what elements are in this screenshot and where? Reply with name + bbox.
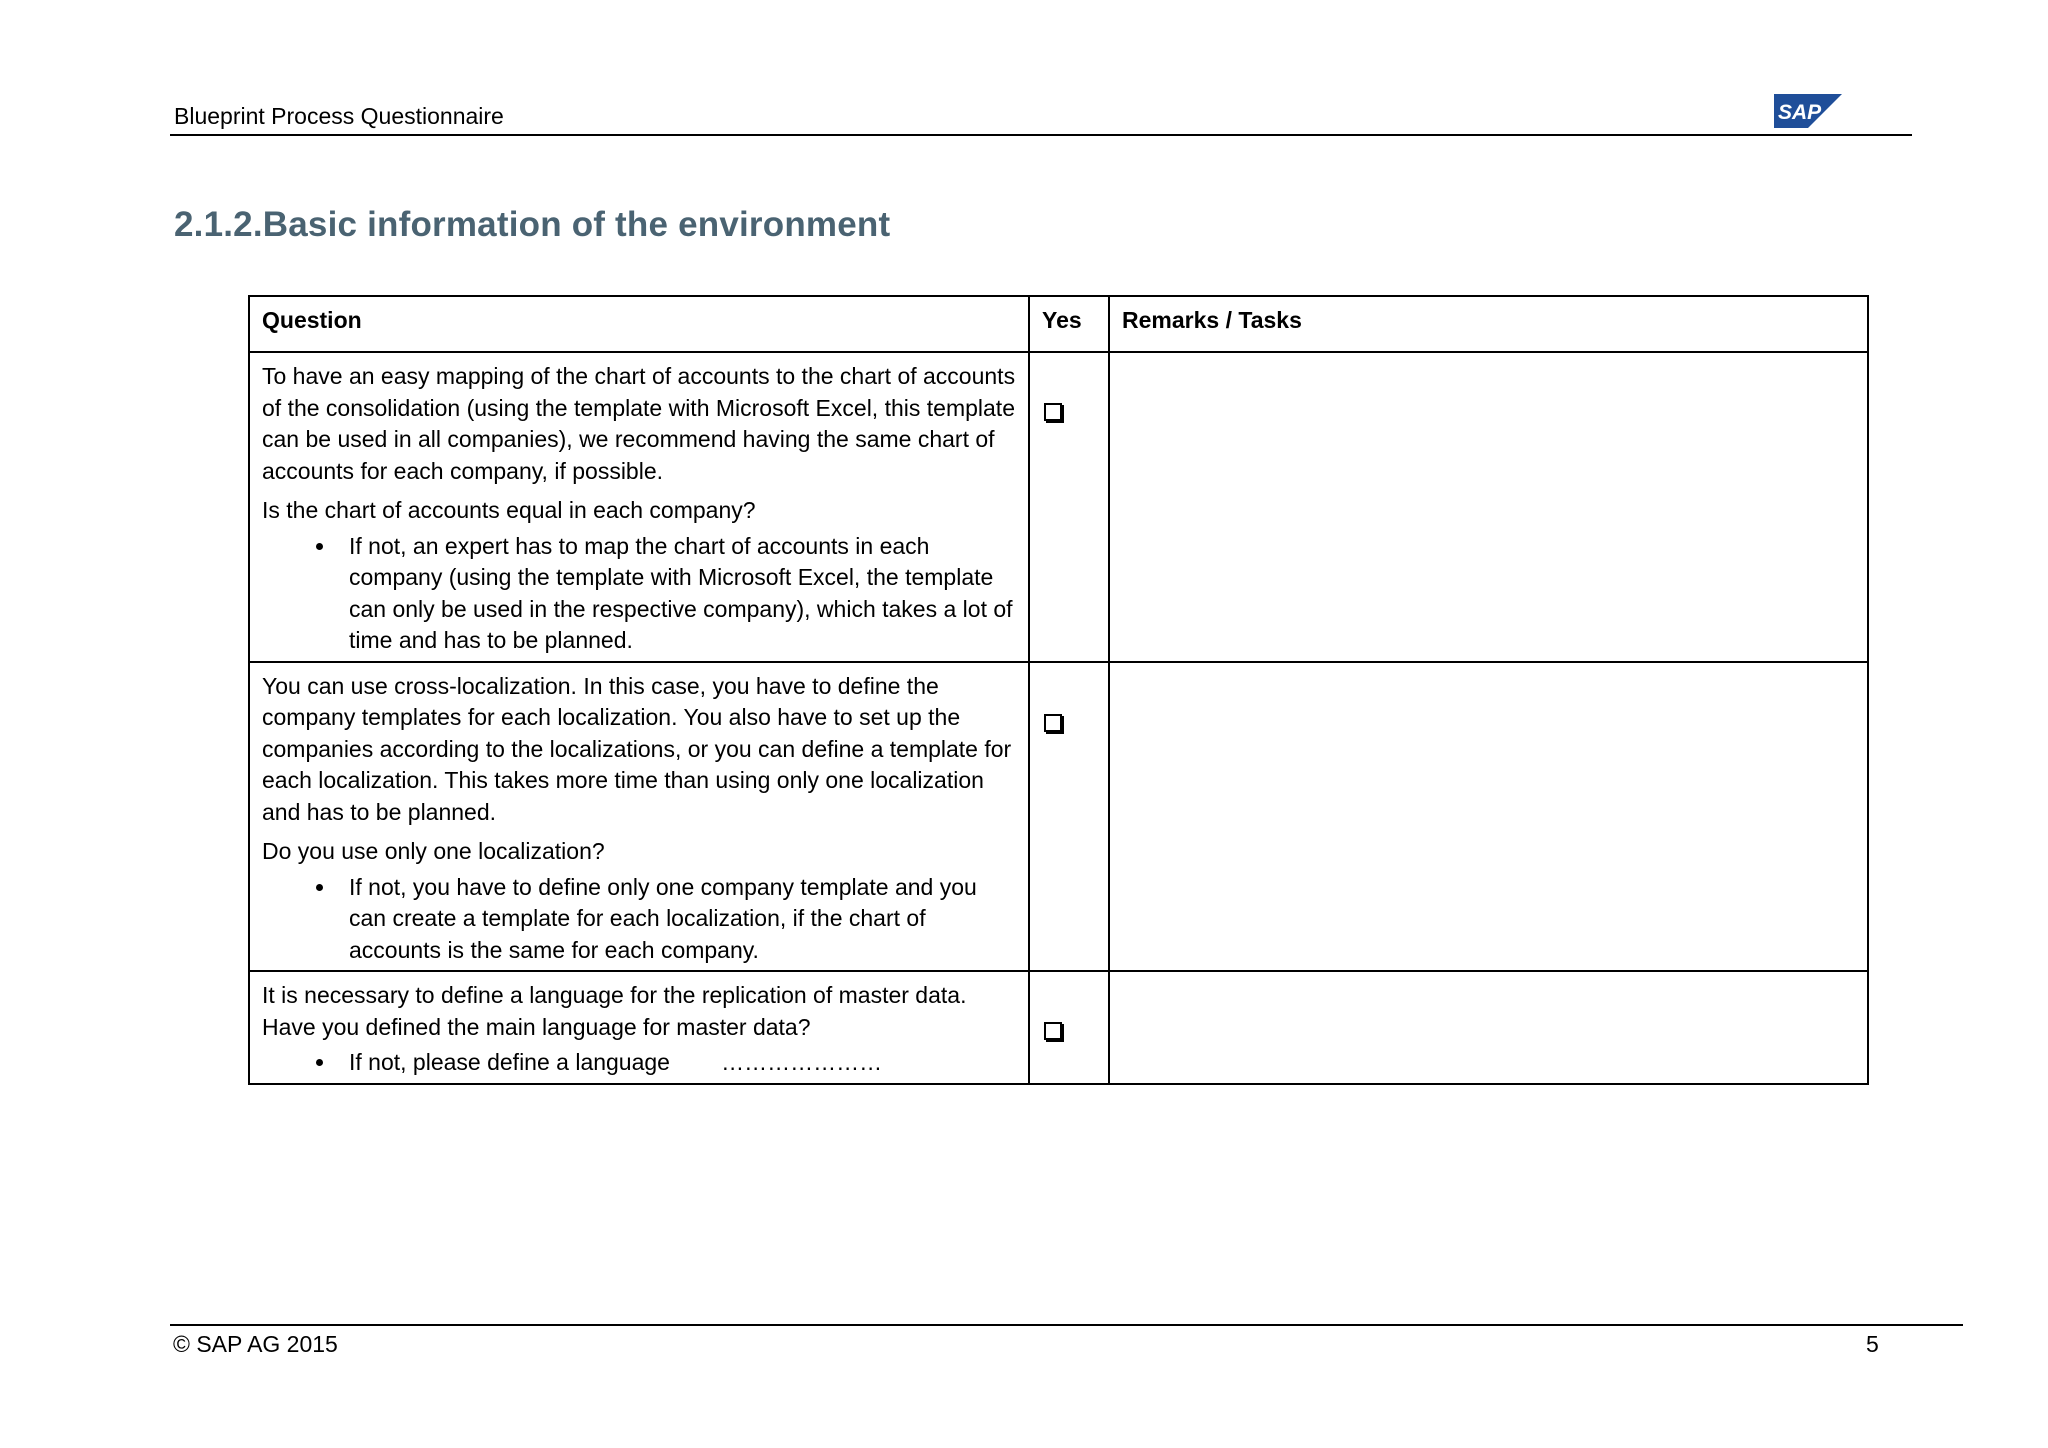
question-bullets <box>262 531 1016 657</box>
section-heading: 2.1.2.Basic information of the environment <box>174 205 891 244</box>
question-prompt: Is the chart of accounts equal in each company? <box>262 497 756 523</box>
question-cell <box>249 352 1029 662</box>
yes-checkbox[interactable] <box>1044 403 1062 421</box>
bullet-item: • If not, please define a language ………………… <box>337 1047 1016 1079</box>
yes-cell <box>1029 352 1109 662</box>
column-header-yes: Yes <box>1029 296 1109 352</box>
column-header-question: Question <box>249 296 1029 352</box>
sap-logo <box>1774 94 1842 128</box>
table-header-row <box>249 296 1868 352</box>
question-text: To have an easy mapping of the chart of accounts to the chart of accounts of the consolidation (using the template with Microsoft Excel, this template can be used in all companies), we recommend having the same chart of accounts for each company, if possible. <box>262 363 1016 484</box>
yes-checkbox[interactable] <box>1044 1022 1062 1040</box>
remarks-cell[interactable] <box>1109 352 1868 662</box>
question-text: It is necessary to define a language for the replication of master data. Have you defined the main language for master data? <box>262 982 967 1040</box>
page-footer <box>170 1324 1963 1366</box>
yes-checkbox[interactable] <box>1044 714 1062 732</box>
question-bullets <box>262 872 1016 967</box>
table-row <box>249 971 1868 1084</box>
svg-text:SAP: SAP <box>1778 101 1822 124</box>
question-cell <box>249 971 1029 1084</box>
table-row <box>249 662 1868 972</box>
bullet-item: • If not, you have to define only one company template and you can create a template for each localization, if the chart of accounts is the same for each company. <box>337 872 1016 967</box>
page-number: 5 <box>1866 1331 1879 1357</box>
yes-cell <box>1029 971 1109 1084</box>
document-title: Blueprint Process Questionnaire <box>174 103 504 129</box>
remarks-cell[interactable] <box>1109 662 1868 972</box>
page-header <box>170 88 1912 136</box>
table-row <box>249 352 1868 662</box>
question-cell <box>249 662 1029 972</box>
question-text: You can use cross-localization. In this case, you have to define the company templates for each localization. You also have to set up the companies according to the localizations, or you can define a template for each localization. This takes more time than using only one localization and has to be planned. <box>262 672 1012 825</box>
question-prompt: Do you use only one localization? <box>262 838 605 864</box>
questionnaire-table <box>248 295 1869 1085</box>
question-bullets <box>262 1047 1016 1079</box>
bullet-item: • If not, an expert has to map the chart of accounts in each company (using the template with Microsoft Excel, the template can only be used in the respective company), which takes a lot of time and has to be planned. <box>337 531 1016 657</box>
copyright-notice: © SAP AG 2015 <box>173 1331 338 1357</box>
yes-cell <box>1029 662 1109 972</box>
remarks-cell[interactable] <box>1109 971 1868 1084</box>
column-header-remarks: Remarks / Tasks <box>1109 296 1868 352</box>
